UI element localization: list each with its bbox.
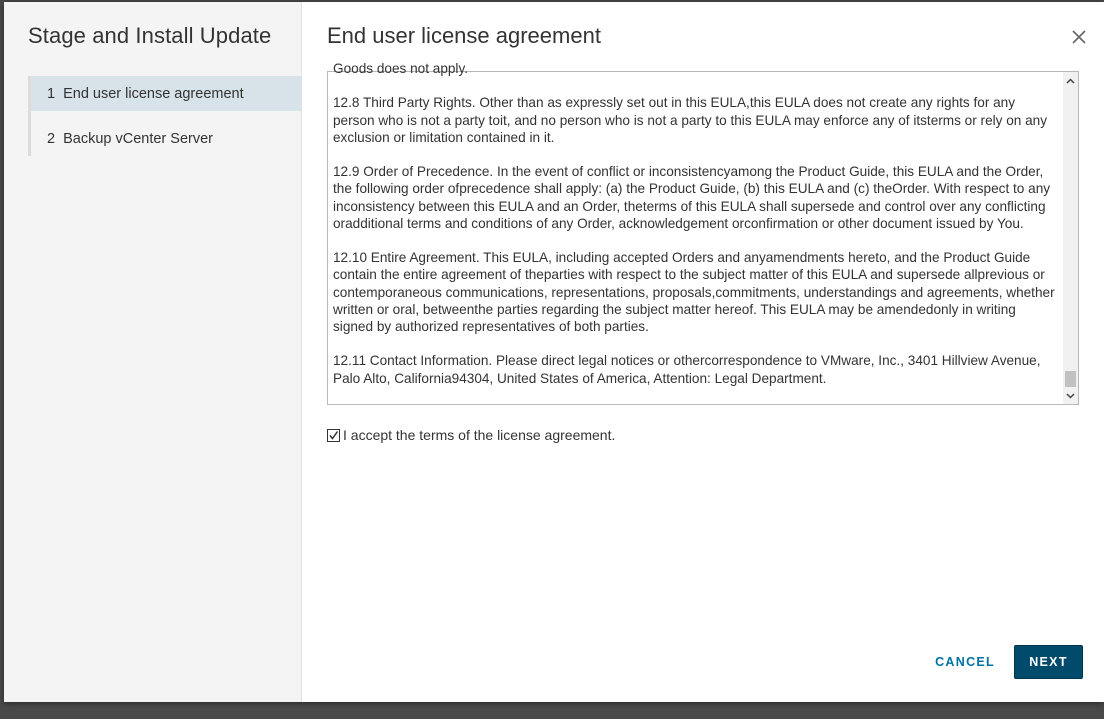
step-eula[interactable] [31, 76, 302, 111]
close-button[interactable] [1068, 26, 1090, 48]
eula-scrollbar[interactable] [1063, 72, 1078, 404]
wizard-sidebar [4, 2, 302, 702]
wizard-dialog [4, 2, 1104, 702]
checkmark-icon [328, 430, 339, 441]
next-button[interactable]: NEXT [1014, 645, 1083, 679]
wizard-footer [925, 645, 1083, 679]
scroll-down-button[interactable] [1063, 388, 1078, 403]
step-label: Backup vCenter Server [63, 130, 213, 147]
step-backup[interactable] [31, 121, 302, 156]
eula-paragraph: Goods does not apply. [333, 61, 469, 76]
wizard-content [302, 2, 1104, 702]
step-number: 1 [47, 85, 56, 102]
scroll-up-button[interactable] [1063, 73, 1078, 88]
chevron-down-icon [1066, 393, 1075, 399]
step-label: End user license agreement [63, 85, 244, 102]
wizard-steps [28, 76, 302, 156]
scroll-thumb[interactable] [1065, 371, 1076, 387]
eula-text-area[interactable] [327, 61, 1079, 405]
chevron-up-icon [1066, 78, 1075, 84]
accept-terms-label[interactable]: I accept the terms of the license agreement. [343, 427, 616, 443]
page-title: End user license agreement [327, 23, 601, 48]
eula-paragraph: 12.8 Third Party Rights. Other than as expressly set out in this EULA,this EULA does not create any rights for any person who is not a party toit, and no person who is not a party to this EULA may enforce any of itsterms or rely on any exclusion or limitation contained in it. [333, 95, 1048, 145]
eula-text [333, 60, 1058, 404]
accept-terms-row [327, 427, 615, 443]
cancel-button[interactable]: CANCEL [925, 645, 1005, 679]
step-number: 2 [47, 130, 56, 147]
eula-paragraph: 12.9 Order of Precedence. In the event of conflict or inconsistencyamong the Product Guide, this EULA and the Order, the following order ofprecedence shall apply: (a) the Product Guide, (b) this EULA and (c) theOrder. With respect to any inconsistency between this EULA and an Order, theterms of this EULA shall supersede and control over any conflicting oradditional terms and conditions of any Order, acknowledgement orconfirmation or other document issued by You. [333, 164, 1051, 231]
accept-terms-checkbox[interactable] [327, 429, 340, 442]
wizard-title: Stage and Install Update [28, 23, 272, 48]
eula-paragraph: 12.11 Contact Information. Please direct legal notices or othercorrespondence to VMware, Inc., 3401 Hillview Avenue, Palo Alto, California94304, United States of America, Attention: Legal Department. [333, 353, 1041, 386]
close-icon [1071, 29, 1087, 45]
eula-paragraph: 12.10 Entire Agreement. This EULA, including accepted Orders and anyamendments hereto, and the Product Guide contain the entire agreement of theparties with respect to the subject matter of this EULA and supersede allprevious or contemporaneous communications, representations, proposals,commitments, understandings and agreements, whether written or oral, betweenthe parties regarding the subject matter hereof. This EULA may be amendedonly in writing signed by authorized representatives of both parties. [333, 250, 1055, 334]
